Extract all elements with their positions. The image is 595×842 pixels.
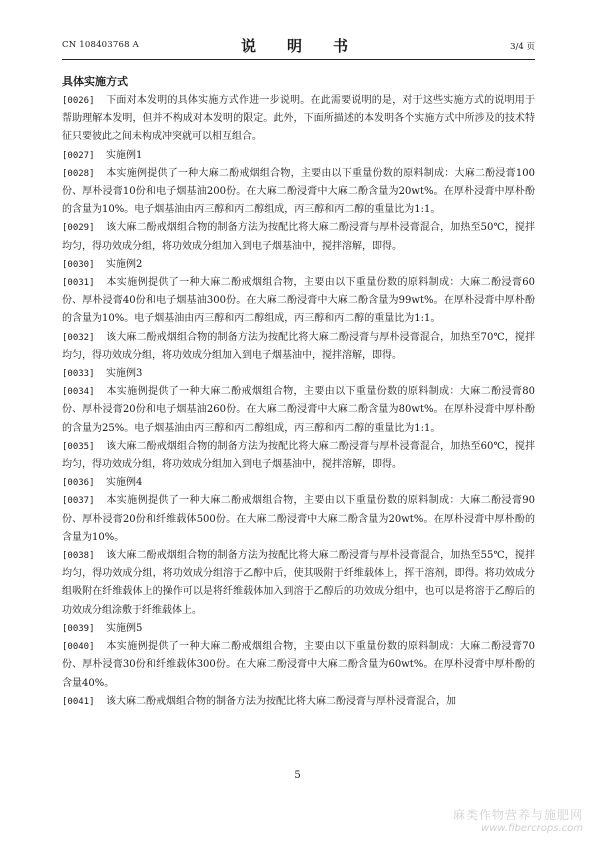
paragraph — [62, 329, 535, 365]
paragraph — [62, 165, 535, 220]
page-number: 5 — [294, 770, 301, 781]
paragraph-text: 实施例5 — [106, 622, 143, 634]
paragraph-number: [0037] — [62, 496, 95, 507]
paragraph — [62, 547, 535, 620]
paragraph-number: [0029] — [62, 223, 95, 234]
paragraph — [62, 438, 535, 474]
paragraph-text: 该大麻二酚戒烟组合物的制备方法为按配比将大麻二酚浸膏与厚朴浸膏混合，加热至55℃，搅拌均匀，得功效成分组，将功效成分组溶于乙醇中后，使其吸附于纤维载体上，挥干溶剂，即得。将功效成分组吸附在纤维载体上的操作可以是将纤维载体加入到溶于乙醇后的功效成分组中，也可以是将溶于乙醇后的功效成分组涂敷于纤维载体上。 — [62, 550, 535, 616]
paragraph-number: [0040] — [62, 642, 95, 653]
paragraph-number: [0028] — [62, 168, 95, 179]
paragraph — [62, 474, 535, 492]
paragraph-number: [0033] — [62, 369, 95, 380]
paragraph — [62, 274, 535, 329]
document-body — [62, 73, 535, 711]
paragraph — [62, 219, 535, 255]
paragraph-text: 该大麻二酚戒烟组合物的制备方法为按配比将大麻二酚浸膏与厚朴浸膏混合，加热至50℃，搅拌均匀，得功效成分组，将功效成分组加入到电子烟基油中，搅拌溶解，即得。 — [62, 222, 535, 252]
paragraph-text: 实施例1 — [106, 149, 143, 161]
paragraph-text: 该大麻二酚戒烟组合物的制备方法为按配比将大麻二酚浸膏与厚朴浸膏混合，加 — [106, 695, 456, 707]
patent-number: CN 108403768 A — [62, 40, 139, 50]
watermark-url: www.fibercrops.com — [481, 823, 583, 834]
paragraph — [62, 620, 535, 638]
paragraph-text: 下面对本发明的具体实施方式作进一步说明。在此需要说明的是，对于这些实施方式的说明用于帮助理解本发明，但并不构成对本发明的限定。此外，下面所描述的本发明各个实施方式中所涉及的技术特征只要彼此之间未构成冲突就可以相互组合。 — [62, 95, 535, 143]
paragraph-number: [0041] — [62, 696, 95, 707]
watermark — [453, 806, 583, 834]
paragraph-list — [62, 92, 535, 711]
paragraph-number: [0038] — [62, 551, 95, 562]
paragraph — [62, 383, 535, 438]
paragraph-text: 实施例2 — [106, 258, 143, 270]
paragraph — [62, 638, 535, 693]
paragraph — [62, 147, 535, 165]
section-title: 具体实施方式 — [62, 75, 128, 88]
paragraph-number: [0031] — [62, 278, 95, 289]
paragraph-text: 该大麻二酚戒烟组合物的制备方法为按配比将大麻二酚浸膏与厚朴浸膏混合，加热至70℃，搅拌均匀，得功效成分组，将功效成分组加入到电子烟基油中，搅拌溶解，即得。 — [62, 331, 535, 361]
paragraph-text: 实施例3 — [106, 368, 143, 380]
paragraph-number: [0039] — [62, 623, 95, 634]
paragraph-number: [0026] — [62, 96, 95, 106]
document-title: 说 明 书 — [240, 37, 356, 55]
document-header — [62, 33, 535, 60]
paragraph-number: [0027] — [62, 150, 95, 161]
paragraph — [62, 92, 535, 147]
paragraph — [62, 256, 535, 274]
paragraph-text: 该大麻二酚戒烟组合物的制备方法为按配比将大麻二酚浸膏与厚朴浸膏混合，加热至60℃，搅拌均匀，得功效成分组，将功效成分组加入到电子烟基油中，搅拌溶解，即得。 — [62, 440, 535, 471]
paragraph-number: [0032] — [62, 332, 95, 343]
paragraph-number: [0035] — [62, 441, 95, 452]
paragraph-number: [0036] — [62, 478, 95, 489]
paragraph — [62, 365, 535, 383]
paragraph-number: [0034] — [62, 387, 95, 398]
paragraph-text: 本实施例提供了一种大麻二酚戒烟组合物，主要由以下重量份数的原料制成：大麻二酚浸膏80份、厚朴浸膏20份和电子烟基油260份。在大麻二酚浸膏中大麻二酚含量为80wt%。在厚朴浸膏中厚朴酚的含量为25%。电子烟基油由丙三醇和丙二醇组成，丙三醇和丙二醇的重量比为1:1。 — [62, 386, 535, 434]
paragraph-text: 实施例4 — [106, 477, 143, 489]
paragraph — [62, 693, 535, 711]
paragraph-text: 本实施例提供了一种大麻二酚戒烟组合物，主要由以下重量份数的原料制成：大麻二酚浸膏60份、厚朴浸膏40份和电子烟基油300份。在大麻二酚浸膏中大麻二酚含量为99wt%。在厚朴浸膏中厚朴酚的含量为10%。电子烟基油由丙三醇和丙二醇组成，丙三醇和丙二醇的重量比为1:1。 — [62, 277, 535, 325]
paragraph-text: 本实施例提供了一种大麻二酚戒烟组合物，主要由以下重量份数的原料制成：大麻二酚浸膏90份、厚朴浸膏20份和纤维载体500份。在大麻二酚浸膏中大麻二酚含量为20wt%。在厚朴浸膏中厚朴酚的含量为10%。 — [62, 495, 535, 543]
watermark-site-name: 麻类作物营养与施肥网 — [452, 808, 583, 822]
paragraph-text: 本实施例提供了一种大麻二酚戒烟组合物，主要由以下重量份数的原料制成：大麻二酚浸膏100份、厚朴浸膏10份和电子烟基油200份。在大麻二酚浸膏中大麻二酚含量为20wt%。在厚朴浸膏中厚朴酚的含量为10%。电子烟基油由丙三醇和丙二醇组成，丙三醇和丙二醇的重量比为1:1。 — [62, 167, 535, 216]
paragraph-text: 本实施例提供了一种大麻二酚戒烟组合物，主要由以下重量份数的原料制成：大麻二酚浸膏70份、厚朴浸膏30份和纤维载体300份。在大麻二酚浸膏中大麻二酚含量为60wt%。在厚朴浸膏中厚朴酚的含量40%。 — [62, 641, 535, 689]
paragraph — [62, 492, 535, 547]
paragraph-number: [0030] — [62, 259, 95, 270]
page-indicator: 3/4 页 — [510, 42, 535, 52]
